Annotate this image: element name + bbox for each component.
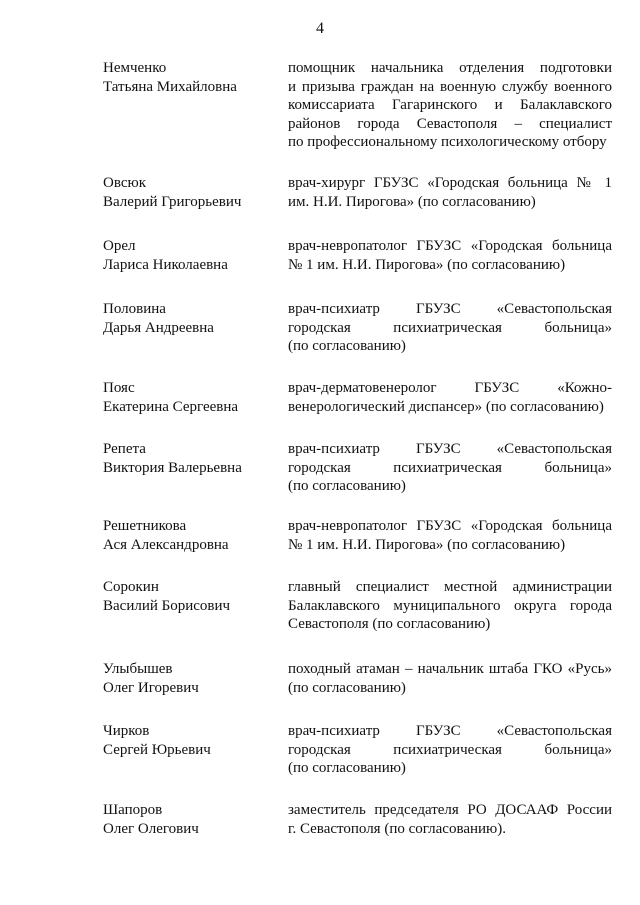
member-name <box>103 300 273 337</box>
member-given-names: Василий Борисович <box>103 597 231 614</box>
member-role-line: врач-психиатр ГБУЗС «Севастопольская <box>288 723 612 739</box>
member-role-line: Севастополя (по согласованию) <box>288 616 491 632</box>
member-role <box>288 660 612 697</box>
member-role <box>288 59 612 152</box>
member-given-names: Олег Игоревич <box>103 679 199 696</box>
member-surname: Сорокин <box>103 579 159 595</box>
page-number: 4 <box>316 20 324 37</box>
member-surname: Половина <box>103 301 166 317</box>
member-role <box>288 440 612 496</box>
member-role-line: (по согласованию) <box>288 760 406 776</box>
member-role-line: городская психиатрическая больница» <box>288 459 612 476</box>
member-role-line: № 1 им. Н.И. Пирогова» (по согласованию) <box>288 256 566 273</box>
member-role-line: по профессиональному психологическому отбору <box>288 134 607 150</box>
member-role <box>288 237 612 274</box>
member-role-line: городская психиатрическая больница» <box>288 741 612 758</box>
member-role <box>288 801 612 838</box>
member-given-names: Виктория Валерьевна <box>103 459 242 476</box>
member-given-names: Татьяна Михайловна <box>103 78 237 95</box>
member-name <box>103 59 273 96</box>
member-name <box>103 379 273 416</box>
member-role-line: заместитель председателя РО ДОСААФ России <box>288 802 612 818</box>
member-role-line: врач-невропатолог ГБУЗС «Городская больница <box>288 238 612 254</box>
member-role-line: венерологический диспансер» (по согласованию) <box>288 398 604 415</box>
member-surname: Репета <box>103 441 146 457</box>
member-name <box>103 722 273 759</box>
member-role <box>288 517 612 554</box>
member-surname: Решетникова <box>103 518 187 534</box>
member-role-line: и призыва граждан на военную службу военного <box>288 78 612 95</box>
member-name <box>103 174 273 211</box>
member-given-names: Олег Олегович <box>103 820 199 837</box>
member-given-names: Дарья Андреевна <box>103 319 214 336</box>
member-name <box>103 578 273 615</box>
member-name <box>103 517 273 554</box>
member-role-line: им. Н.И. Пирогова» (по согласованию) <box>288 193 536 210</box>
member-surname: Чирков <box>103 723 150 739</box>
member-surname: Орел <box>103 238 136 254</box>
member-role-line: комиссариата Гагаринского и Балаклавского <box>288 97 612 113</box>
member-role-line: (по согласованию) <box>288 478 406 494</box>
member-role <box>288 379 612 416</box>
member-role-line: врач-дерматовенеролог ГБУЗС «Кожно- <box>288 380 612 396</box>
member-role <box>288 578 612 634</box>
member-role-line: помощник начальника отделения подготовки <box>288 60 612 76</box>
member-name <box>103 237 273 274</box>
member-role-line: главный специалист местной администрации <box>288 579 612 595</box>
member-role-line: врач-хирург ГБУЗС «Городская больница № 1 <box>288 175 612 191</box>
member-surname: Шапоров <box>103 802 163 818</box>
member-surname: Немченко <box>103 60 167 76</box>
member-role-line: Балаклавского муниципального округа города <box>288 597 612 614</box>
member-role <box>288 300 612 356</box>
member-role <box>288 174 612 211</box>
member-name <box>103 440 273 477</box>
member-given-names: Валерий Григорьевич <box>103 193 242 210</box>
member-surname: Пояс <box>103 380 135 396</box>
member-role <box>288 722 612 778</box>
member-role-line: (по согласованию) <box>288 338 406 354</box>
member-role-line: походный атаман – начальник штаба ГКО «Русь» <box>288 661 612 677</box>
member-given-names: Ася Александровна <box>103 536 229 553</box>
member-role-line: № 1 им. Н.И. Пирогова» (по согласованию) <box>288 536 566 553</box>
member-given-names: Сергей Юрьевич <box>103 741 211 758</box>
member-role-line: (по согласованию) <box>288 679 406 696</box>
member-name <box>103 660 273 697</box>
member-surname: Овсюк <box>103 175 146 191</box>
member-given-names: Екатерина Сергеевна <box>103 398 239 415</box>
member-role-line: г. Севастополя (по согласованию). <box>288 820 506 837</box>
member-role-line: врач-невропатолог ГБУЗС «Городская больница <box>288 518 612 534</box>
member-name <box>103 801 273 838</box>
member-role-line: городская психиатрическая больница» <box>288 319 612 336</box>
member-given-names: Лариса Николаевна <box>103 256 228 273</box>
member-role-line: врач-психиатр ГБУЗС «Севастопольская <box>288 441 612 457</box>
member-role-line: врач-психиатр ГБУЗС «Севастопольская <box>288 301 612 317</box>
member-role-line: районов города Севастополя – специалист <box>288 115 612 132</box>
member-surname: Улыбышев <box>103 661 173 677</box>
